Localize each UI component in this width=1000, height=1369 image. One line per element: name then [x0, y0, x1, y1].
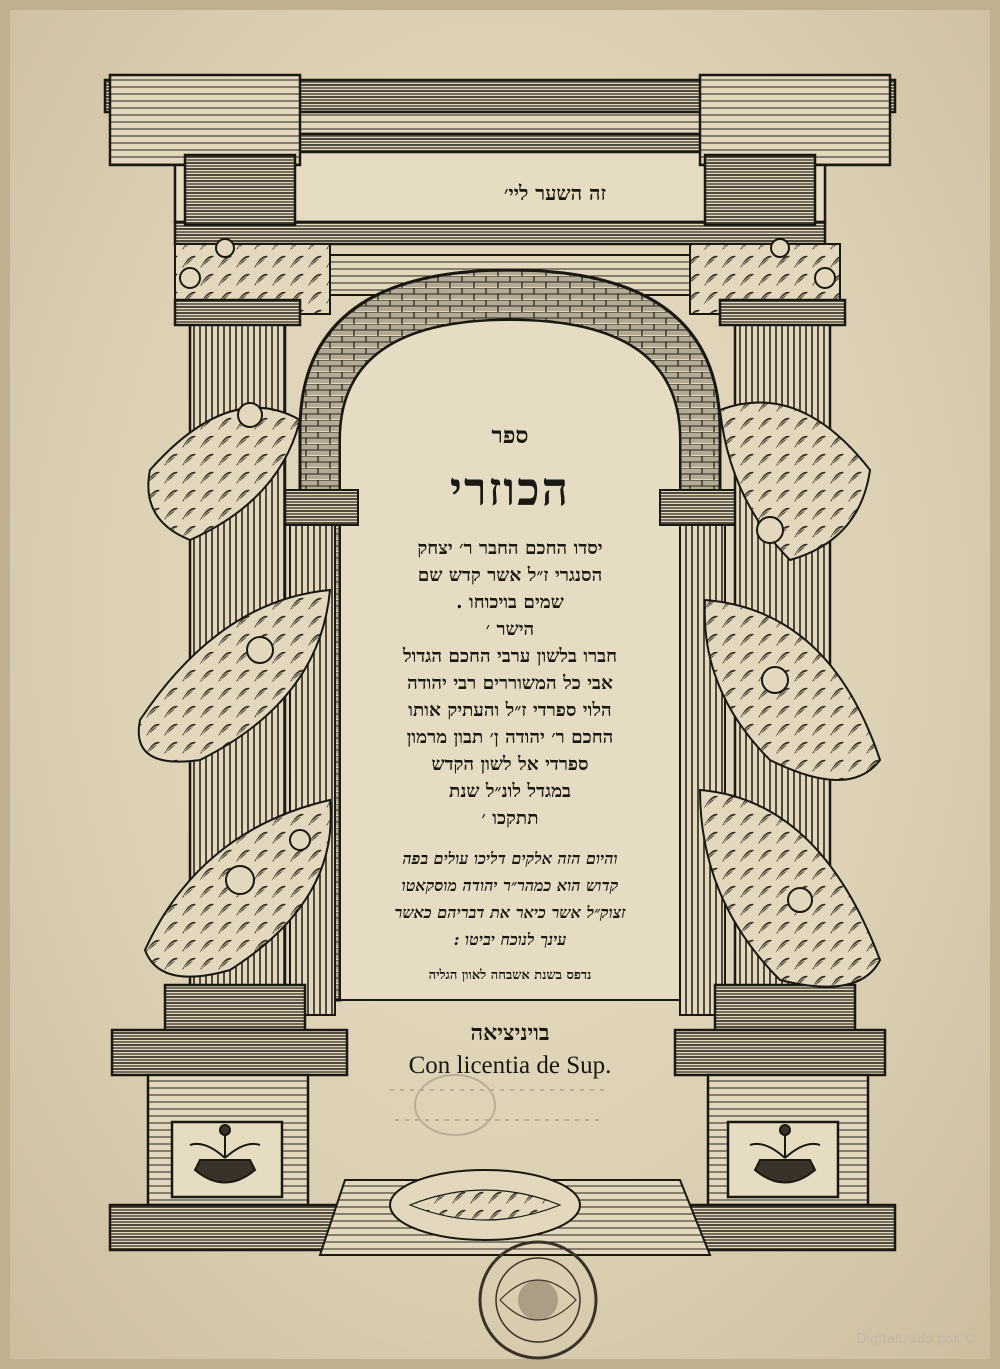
main-text-line: במגדל לונ״ל שנת — [449, 781, 571, 802]
secondary-text-line: זצוק״ל אשר כיאר את דבריהם כאשר — [394, 903, 626, 922]
book-title: הכוזרי — [449, 462, 571, 516]
city-imprint: בויניציאה — [470, 1020, 550, 1046]
library-stamp-seal-icon — [480, 1242, 596, 1358]
sefer-label: ספר — [491, 422, 529, 449]
secondary-text-line: עינך לנוכח יביטו : — [453, 930, 567, 949]
license-line: Con licentia de Sup. — [408, 1052, 612, 1079]
main-text-line: תתקכו ׳ — [481, 808, 539, 829]
entablature — [105, 75, 895, 244]
digitization-watermark: Digitalizado por © — [856, 1332, 976, 1347]
main-text-line: אבי כל המשוררים רבי יהודה — [407, 673, 613, 694]
printing-line: נדפס בשנת אשבחה לאוון הגליה — [428, 968, 592, 983]
main-text-line: הסנגרי ז״ל אשר קדש שם — [417, 565, 603, 586]
secondary-text-line: והיום הזה אלקים דליכו עולים בפה — [402, 849, 618, 868]
lintel-inscription: זה השער ליי׳ — [503, 181, 607, 205]
secondary-text-line: קדוש הוא כמהר״ר יהודה מוסקאטו — [401, 876, 619, 895]
floor — [320, 1170, 710, 1255]
main-text-line: הלוי ספרדי ז״ל והעתיק אותו — [408, 700, 612, 721]
main-text-line: יסדו החכם החבר ר׳ יצחק — [417, 538, 603, 559]
blind-stamp-icon — [390, 1075, 610, 1135]
main-text-line: הישר ׳ — [485, 619, 535, 640]
main-text-line: ספרדי אל לשון הקדש — [431, 754, 589, 775]
main-text-line: שמים בויכוחו . — [456, 592, 564, 613]
main-text-line: החכם ר׳ יהודה ן׳ תבון מרמון — [406, 727, 614, 748]
pedestal-left — [110, 1030, 360, 1250]
main-text-line: חברו בלשון ערבי החכם הגדול — [402, 646, 618, 667]
